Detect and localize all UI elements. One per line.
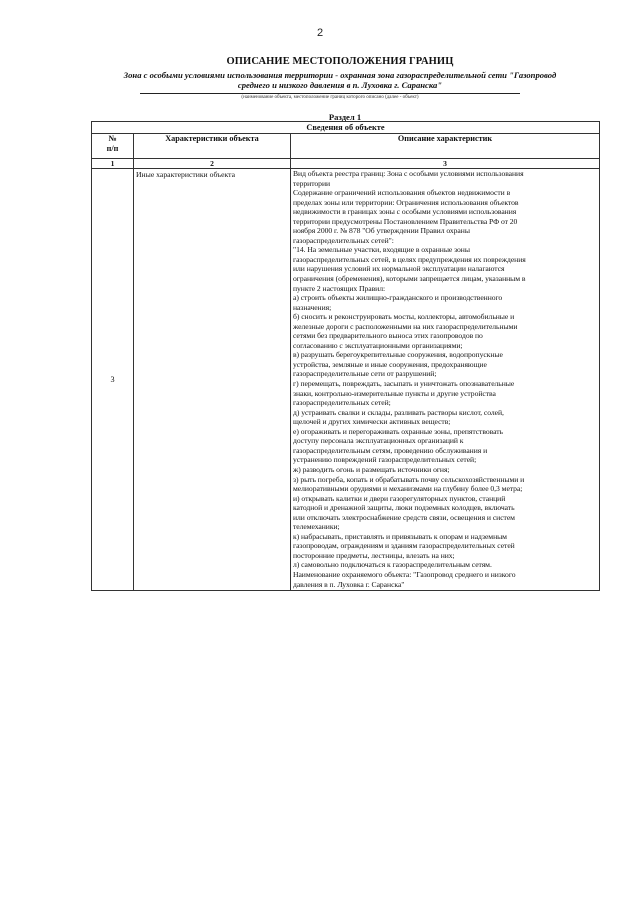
header-description: Описание характеристик <box>291 134 600 159</box>
description-line: Наименование охраняемого объекта: "Газопровод среднего и низкого <box>293 569 516 579</box>
header-characteristics: Характеристики объекта <box>134 134 291 159</box>
description-line: з) рыть погреба, копать и обрабатывать почву сельскохозяйственными и <box>293 474 525 484</box>
description-line: Вид объекта реестра границ: Зона с особыми условиями использования <box>293 169 524 178</box>
column-number: 3 <box>291 159 600 169</box>
description-line: е) огораживать и перегораживать охранные зоны, препятствовать <box>293 426 503 436</box>
description-line: и) открывать калитки и двери газорегуляторных пунктов, станций <box>293 493 506 503</box>
description-line: знаки, контрольно-измерительные пункты и другие устройства <box>293 388 496 398</box>
description-line: катодной и дренажной защиты, люки подземных колодцев, включать <box>293 503 515 513</box>
description-line: территории <box>293 178 331 188</box>
document-title: ОПИСАНИЕ МЕСТОПОЛОЖЕНИЯ ГРАНИЦ <box>226 56 454 67</box>
page-number: 2 <box>316 27 324 39</box>
description-line: телемеханики; <box>293 522 340 532</box>
column-number: 1 <box>92 159 134 169</box>
description-line: к) набрасывать, приставлять и привязывать к опорам и надземным <box>293 531 507 541</box>
description-line: газораспределительных сетей": <box>293 235 394 245</box>
description-line: газораспределительные сети от разрушений; <box>293 369 437 379</box>
description-line: а) строить объекты жилищно-гражданского и производственного <box>293 293 503 303</box>
table-header-row <box>92 134 600 159</box>
description-line: сетями без предварительного выноса этих газопроводов по <box>293 331 483 341</box>
description-line: щелочей и других химически активных веществ; <box>293 417 451 427</box>
section-title: Раздел 1 <box>328 112 362 122</box>
table-title-row <box>92 122 600 134</box>
description-line: пределах зоны или территории: Ограничения использования объектов <box>293 197 519 207</box>
table-title: Сведения об объекте <box>92 122 600 134</box>
description-line: газопроводам, ограждениям и зданиям газораспределительных сетей <box>293 541 515 551</box>
column-numbers-row <box>92 159 600 169</box>
subtitle-hint: (наименование объекта, местоположение границ которого описано (далее - объект) <box>241 95 419 100</box>
subtitle-line-2: среднего и низкого давления в п. Луховка г. Саранска" <box>237 80 443 91</box>
row-number: 3 <box>92 169 134 591</box>
description-line: или нарушения условий их нормальной эксплуатации налагаются <box>293 264 505 274</box>
row-characteristic: Иные характеристики объекта <box>134 169 291 591</box>
header-num: № п/п <box>92 134 134 159</box>
description-line: давления в п. Луховка г. Саранска" <box>293 579 405 589</box>
description-line: ноября 2000 г. № 878 "Об утверждении Правил охраны <box>293 226 470 236</box>
description-line: газораспределительных сетей, в целях предупреждения их повреждения <box>293 254 526 264</box>
document-subtitle <box>90 70 590 91</box>
description-line: пункте 2 настоящих Правил: <box>293 283 386 293</box>
description-line: газораспределительных сетей; <box>293 398 391 408</box>
description-line: д) устраивать свалки и склады, разливать растворы кислот, солей, <box>293 407 504 417</box>
description-line: ограничения (обременения), которыми запрещается лицам, указанным в <box>293 274 526 284</box>
description-line: устройства, земляные и иные сооружения, предохраняющие <box>293 359 487 369</box>
subtitle-underline <box>140 93 520 94</box>
table-row <box>92 169 600 591</box>
description-line: в) разрушать берегоукрепительные сооружения, водопропускные <box>293 350 503 360</box>
object-info-table <box>91 121 600 591</box>
description-line: посторонние предметы, лестницы, влезать на них; <box>293 550 455 560</box>
row-description <box>291 169 600 591</box>
description-line: железные дороги с расположенными на них газораспределительными <box>293 321 518 331</box>
description-line: назначения; <box>293 302 332 312</box>
column-number: 2 <box>134 159 291 169</box>
description-line: ж) разводить огонь и размещать источники огня; <box>293 464 450 474</box>
description-line: г) перемещать, повреждать, засыпать и уничтожать опознавательные <box>293 379 515 389</box>
description-line: недвижимости в границах зоны с особыми условиями использования <box>293 207 517 217</box>
description-line: мелиоративными орудиями и механизмами на глубину более 0,3 метра; <box>293 484 523 494</box>
subtitle-line-1: Зона с особыми условиями использования территории - охранная зона газораспределительной сети "Газопровод <box>123 70 557 80</box>
description-line: газораспределительным сетям, проведению обслуживания и <box>293 445 488 455</box>
description-line: л) самовольно подключаться к газораспределительным сетям. <box>293 560 492 570</box>
description-line: согласованию с эксплуатационными организациями; <box>293 340 463 350</box>
description-line: "14. На земельные участки, входящие в охранные зоны <box>293 245 470 255</box>
description-line: устранению повреждений газораспределительных сетей; <box>293 455 477 465</box>
description-line: б) сносить и реконструировать мосты, коллекторы, автомобильные и <box>293 312 515 322</box>
description-line: доступу персонала эксплуатационных организаций к <box>293 436 464 446</box>
description-line: Содержание ограничений использования объектов недвижимости в <box>293 188 511 198</box>
description-line: или отключать электроснабжение средств связи, освещения и систем <box>293 512 515 522</box>
description-line: территории предусмотрены Постановлением Правительства РФ от 20 <box>293 216 518 226</box>
